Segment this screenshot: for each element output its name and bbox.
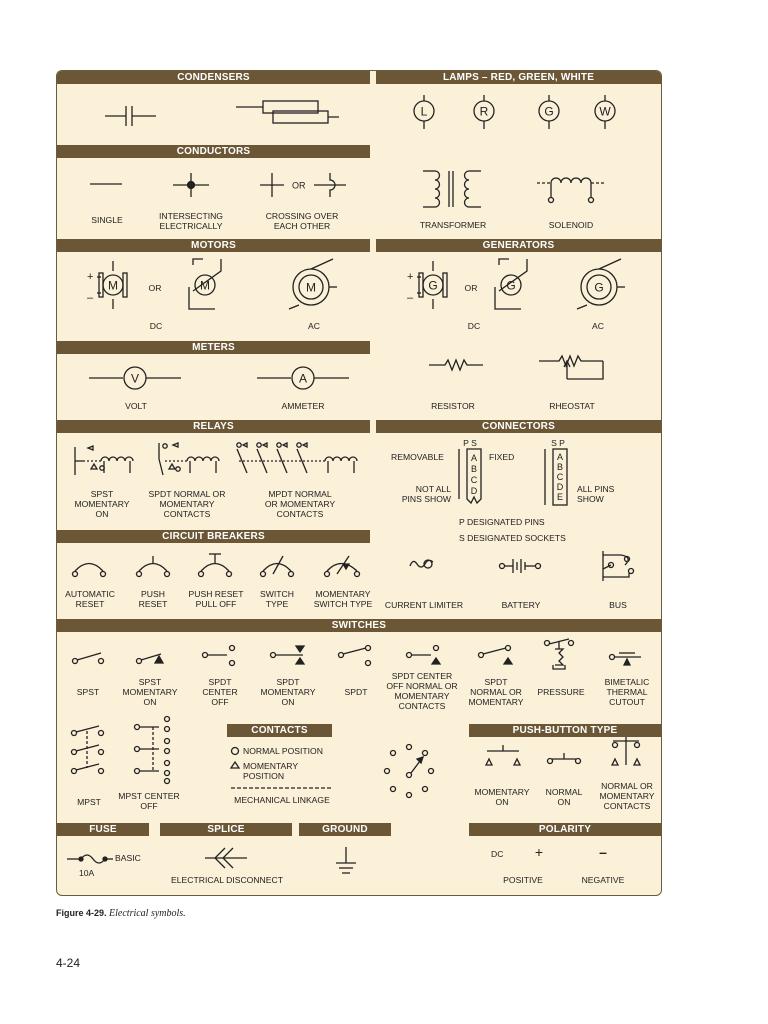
condenser-fixed-symbol (101, 101, 161, 131)
pushbutton-normal-label: NORMAL ON (545, 787, 583, 807)
svg-text:M: M (200, 278, 210, 293)
svg-text:W: W (599, 104, 611, 119)
conductor-crossing-symbol (256, 171, 352, 199)
relay-mpdt-symbol (233, 439, 363, 479)
mpst-center-label: MPST CENTER OFF (118, 791, 180, 811)
svg-text:C: C (556, 472, 564, 482)
cb-push-label: PUSH RESET (138, 589, 168, 609)
lamp-g-symbol (532, 93, 566, 133)
svg-text:G: G (428, 278, 438, 293)
svg-text:G: G (544, 104, 554, 119)
switches-header: SWITCHES (57, 619, 661, 632)
cb-switch-symbol (257, 554, 299, 580)
svg-text:G: G (506, 278, 516, 293)
connector-fixed-symbol (539, 447, 573, 511)
motor-dc-alt-symbol (185, 257, 229, 313)
conductor-intersecting-symbol (169, 171, 213, 199)
p-designated-label: P DESIGNATED PINS (459, 517, 545, 527)
condensers-header: CONDENSERS (57, 71, 370, 84)
fuse-symbol (65, 849, 115, 869)
cb-switch-label: SWITCH TYPE (260, 589, 294, 609)
normal-position-icon (229, 745, 241, 757)
switch-spdt-center-off-label: SPDT CENTER OFF NORMAL OR MOMENTARY CONTACTS (386, 671, 458, 711)
relay-spst-symbol (71, 439, 137, 479)
generator-ac-label: AC (592, 321, 604, 331)
ground-header: GROUND (299, 823, 391, 836)
switch-spdt-center-off-symbol (403, 643, 445, 671)
connector-removable-symbol (453, 447, 487, 511)
svg-text:D: D (470, 486, 478, 496)
svg-text:L: L (420, 104, 428, 119)
circuit-breakers-header: CIRCUIT BREAKERS (57, 530, 370, 543)
fixed-label: FIXED (489, 452, 515, 462)
svg-text:B: B (470, 464, 478, 474)
generator-ac-symbol (573, 257, 629, 313)
condenser-variable-symbol (233, 97, 343, 131)
splice-symbol (203, 843, 251, 873)
switch-spdt-center-symbol (199, 643, 241, 671)
polarity-header: POLARITY (469, 823, 661, 836)
s-designated-label: S DESIGNATED SOCKETS (459, 533, 566, 543)
switch-spdt-symbol (335, 643, 377, 671)
switch-spdt-label: SPDT (344, 687, 368, 697)
page-number: 4-24 (56, 956, 81, 970)
motor-ac-label: AC (308, 321, 320, 331)
not-all-pins-label: NOT ALL PINS SHOW (401, 484, 451, 504)
switch-spst-momentary-symbol (133, 649, 173, 669)
generator-or-label: OR (464, 283, 478, 293)
motor-or-label: OR (148, 283, 162, 293)
cb-push-pull-symbol (195, 552, 237, 580)
switch-spdt-normal-label: SPDT NORMAL OR MOMENTARY (468, 677, 524, 707)
electrical-symbols-panel (56, 70, 662, 896)
switch-spdt-center-label: SPDT CENTER OFF (202, 677, 238, 707)
bus-symbol (597, 547, 639, 587)
generator-dc-label: DC (467, 321, 481, 331)
ground-symbol (333, 845, 359, 877)
contacts-header: CONTACTS (227, 724, 332, 737)
polarity-plus-symbol: + (534, 844, 544, 860)
connector-ps-label: P S (463, 438, 477, 448)
voltmeter-symbol (87, 365, 183, 391)
negative-label: NEGATIVE (581, 875, 625, 885)
resistor-label: RESISTOR (431, 401, 475, 411)
switch-bimetallic-label: BIMETALIC THERMAL CUTOUT (604, 677, 650, 707)
connector-sp-label: S P (551, 438, 565, 448)
conductor-single-symbol (87, 176, 127, 192)
switch-spst-momentary-label: SPST MOMENTARY ON (122, 677, 178, 707)
pushbutton-normal-momentary-symbol (607, 735, 647, 775)
svg-text:E: E (556, 492, 564, 502)
relay-spdt-symbol (153, 439, 223, 479)
momentary-position-icon (229, 759, 241, 771)
rotary-switch-symbol (379, 741, 441, 803)
relay-spdt-label: SPDT NORMAL OR MOMENTARY CONTACTS (148, 489, 226, 519)
svg-text:–: – (87, 292, 94, 304)
pushbutton-momentary-label: MOMENTARY ON (474, 787, 530, 807)
conductors-header: CONDUCTORS (57, 145, 370, 158)
svg-text:R: R (479, 104, 489, 119)
intersecting-label: INTERSECTING ELECTRICALLY (159, 211, 223, 231)
pushbutton-normal-symbol (545, 749, 585, 769)
transformer-symbol (421, 167, 491, 211)
motor-ac-symbol (285, 257, 341, 313)
single-label: SINGLE (91, 215, 123, 225)
switch-bimetallic-symbol (607, 647, 647, 667)
svg-text:C: C (470, 475, 478, 485)
svg-text:A: A (470, 453, 478, 463)
polarity-dc-label: DC (491, 849, 504, 859)
switch-spdt-momentary-symbol (267, 643, 309, 671)
push-button-header: PUSH-BUTTON TYPE (469, 724, 661, 737)
connectors-header: CONNECTORS (376, 420, 661, 433)
svg-text:D: D (556, 482, 564, 492)
cb-push-symbol (133, 554, 175, 580)
cb-automatic-symbol (69, 558, 111, 580)
lamps-header: LAMPS – RED, GREEN, WHITE (376, 71, 661, 84)
figure-text: Electrical symbols. (109, 908, 186, 919)
pushbutton-normal-momentary-label: NORMAL OR MOMENTARY CONTACTS (599, 781, 655, 811)
motor-dc-symbol (83, 259, 133, 311)
momentary-position-label: MOMENTARY POSITION (243, 761, 299, 781)
motors-header: MOTORS (57, 239, 370, 252)
svg-text:+: + (87, 271, 94, 283)
figure-number: Figure 4-29. (56, 908, 107, 918)
normal-position-label: NORMAL POSITION (243, 746, 323, 756)
svg-text:M: M (306, 280, 316, 295)
figure-caption (56, 908, 186, 919)
solenoid-symbol (535, 169, 607, 209)
svg-text:–: – (407, 292, 414, 304)
all-pins-label: ALL PINS SHOW (577, 484, 615, 504)
motor-dc-label: DC (149, 321, 163, 331)
svg-text:V: V (130, 371, 140, 386)
svg-text:G: G (594, 280, 604, 295)
bus-label: BUS (609, 600, 627, 610)
polarity-minus-symbol: – (599, 844, 607, 860)
current-limiter-symbol (407, 556, 437, 572)
transformer-label: TRANSFORMER (419, 220, 487, 230)
fuse-header: FUSE (57, 823, 149, 836)
volt-label: VOLT (125, 401, 147, 411)
mechanical-linkage-label: MECHANICAL LINKAGE (234, 795, 330, 805)
fuse-basic-label: BASIC (115, 853, 141, 863)
positive-label: POSITIVE (503, 875, 543, 885)
svg-text:B: B (556, 462, 564, 472)
relay-mpdt-label: MPDT NORMAL OR MOMENTARY CONTACTS (264, 489, 336, 519)
splice-header: SPLICE (160, 823, 292, 836)
generator-dc-alt-symbol (491, 257, 535, 313)
rheostat-label: RHEOSTAT (549, 401, 595, 411)
switch-mpst-symbol (69, 723, 109, 781)
switch-spst-label: SPST (76, 687, 100, 697)
generator-dc-symbol (403, 259, 453, 311)
svg-text:M: M (108, 278, 118, 293)
relays-header: RELAYS (57, 420, 370, 433)
rheostat-symbol (537, 353, 607, 383)
switch-pressure-label: PRESSURE (537, 687, 585, 697)
switch-spst-symbol (69, 649, 109, 669)
pushbutton-momentary-symbol (481, 743, 525, 769)
svg-text:A: A (298, 371, 308, 386)
svg-text:A: A (556, 452, 564, 462)
cb-push-pull-label: PUSH RESET PULL OFF (188, 589, 244, 609)
relay-spst-label: SPST MOMENTARY ON (74, 489, 130, 519)
ammeter-symbol (255, 365, 351, 391)
electrical-disconnect-label: ELECTRICAL DISCONNECT (171, 875, 283, 885)
current-limiter-label: CURRENT LIMITER (384, 600, 464, 610)
resistor-symbol (427, 355, 487, 375)
meters-header: METERS (57, 341, 370, 354)
cb-automatic-label: AUTOMATIC RESET (65, 589, 115, 609)
lamp-l-symbol (407, 93, 441, 133)
cb-momentary-symbol (321, 554, 365, 580)
cb-momentary-label: MOMENTARY SWITCH TYPE (313, 589, 373, 609)
solenoid-label: SOLENOID (548, 220, 594, 230)
svg-text:OR: OR (292, 180, 306, 191)
switch-mpst-center-symbol (131, 715, 177, 785)
switch-pressure-symbol (541, 637, 581, 673)
crossing-label: CROSSING OVER EACH OTHER (265, 211, 339, 231)
battery-symbol (497, 555, 545, 577)
fuse-rating-label: 10A (79, 868, 95, 878)
ammeter-label: AMMETER (281, 401, 325, 411)
svg-text:+: + (407, 271, 414, 283)
mechanical-linkage-line (229, 785, 335, 791)
switch-spdt-normal-symbol (475, 643, 517, 671)
lamp-r-symbol (467, 93, 501, 133)
mpst-label: MPST (77, 797, 101, 807)
removable-label: REMOVABLE (391, 452, 444, 462)
generators-header: GENERATORS (376, 239, 661, 252)
lamp-w-symbol (588, 93, 622, 133)
switch-spdt-momentary-label: SPDT MOMENTARY ON (260, 677, 316, 707)
battery-label: BATTERY (501, 600, 541, 610)
